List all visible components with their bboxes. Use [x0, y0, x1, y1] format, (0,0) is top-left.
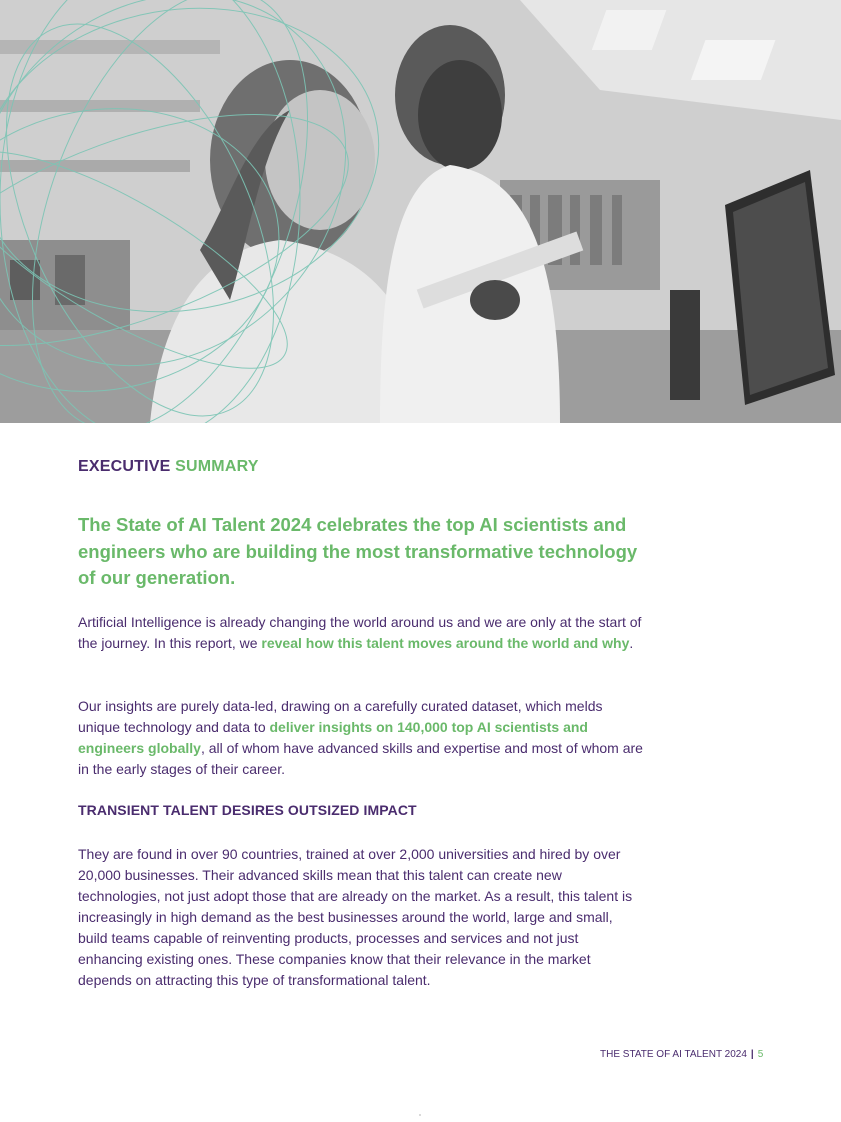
insights-highlight: deliver insights on 140,000 top AI scientists and engineers globally: [78, 719, 588, 756]
subheading: TRANSIENT TALENT DESIRES OUTSIZED IMPACT: [78, 802, 417, 818]
intro-paragraph: [78, 612, 643, 654]
hero-photo: [0, 0, 841, 423]
footer-report-title: THE STATE OF AI TALENT 2024: [600, 1049, 747, 1060]
section-label-part1: EXECUTIVE: [78, 458, 171, 475]
intro-text-before: Artificial Intelligence is already changing the world around us and we are only at the start of the journey. In this report, we: [78, 614, 642, 651]
footer-separator: |: [750, 1049, 754, 1060]
insights-text-after: , all of whom have advanced skills and expertise and most of whom are in the early stages of their career.: [78, 740, 643, 777]
scan-dot: [419, 1114, 421, 1116]
intro-text-after: .: [629, 635, 634, 651]
talent-paragraph: They are found in over 90 countries, trained at over 2,000 universities and hired by over 20,000 businesses. Their advanced skills mean that this talent can create new technologies, not just adopt those that are already on the market. As a result, this talent is increasingly in high demand as the best businesses around the world, large and small, build teams capable of reinventing products, processes and services and not just enhancing existing ones. These companies know that their relevance in the market depends on attracting this type of transformational talent.: [78, 846, 633, 988]
page-number: 5: [757, 1049, 764, 1060]
insights-paragraph: [78, 696, 643, 780]
intro-highlight: reveal how this talent moves around the world and why: [261, 635, 630, 651]
page-footer: [600, 1049, 765, 1060]
section-label: [78, 458, 259, 476]
insights-text-before: Our insights are purely data-led, drawing on a carefully curated dataset, which melds unique technology and data to: [78, 698, 603, 735]
lab-scene-illustration: [0, 0, 841, 423]
section-label-part2: SUMMARY: [175, 458, 259, 475]
headline: The State of AI Talent 2024 celebrates the top AI scientists and engineers who are building the most transformative technology of our generation.: [78, 514, 638, 588]
